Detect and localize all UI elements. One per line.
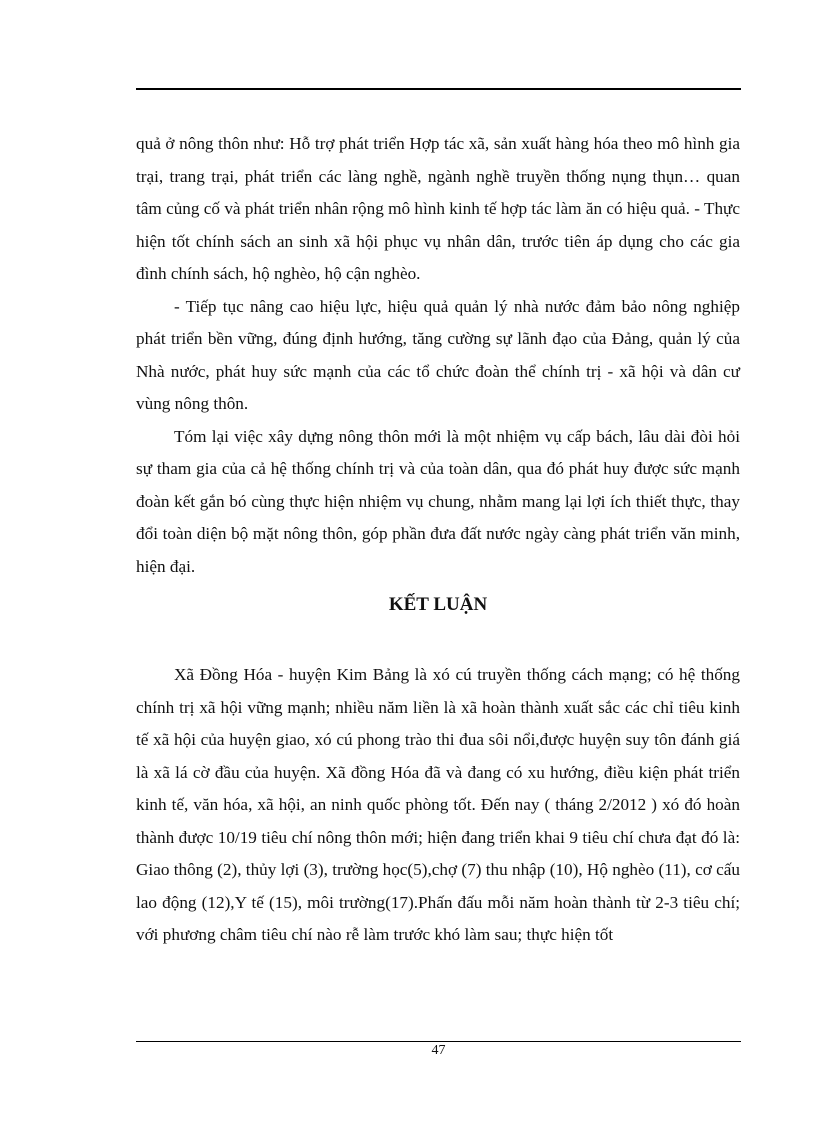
paragraph-conclusion: Xã Đồng Hóa - huyện Kim Bảng là xó cú truyền thống cách mạng; có hệ thống chính trị xã hội vững mạnh; nhiều năm liền là xã hoàn thành xuất sắc các chỉ tiêu kinh tế xã hội của huyện giao, xó cú phong trào thi đua sôi nổi,được huyện suy tôn đánh giá là xã lá cờ đầu của huyện. Xã đồng Hóa đã và đang có xu hướng, điều kiện phát triển kinh tế, văn hóa, xã hội, an ninh quốc phòng tốt. Đến nay ( tháng 2/2012 ) xó đó hoàn thành được 10/19 tiêu chí nông thôn mới; hiện đang triển khai 9 tiêu chí chưa đạt đó là: Giao thông (2), thủy lợi (3), trường học(5),chợ (7) thu nhập (10), Hộ nghèo (11), cơ cấu lao động (12),Y tế (15), môi trường(17).Phấn đấu mỗi năm hoàn thành từ 2-3 tiêu chí; với phương châm tiêu chí nào rễ làm trước khó làm sau; thực hiện tốt [136,665,740,944]
header-rule [136,88,741,90]
paragraph-summary: Tóm lại việc xây dựng nông thôn mới là một nhiệm vụ cấp bách, lâu dài đòi hỏi sự tham gia của cả hệ thống chính trị và của toàn dân, qua đó phát huy được sức mạnh đoàn kết gắn bó cùng thực hiện nhiệm vụ chung, nhằm mang lại lợi ích thiết thực, thay đổi toàn diện bộ mặt nông thôn, góp phần đưa đất nước ngày càng phát triển văn minh, hiện đại. [136,426,740,576]
section-heading: KẾT LUẬN [388,594,488,615]
paragraph-state-management: - Tiếp tục nâng cao hiệu lực, hiệu quả quản lý nhà nước đảm bảo nông nghiệp phát triển bền vững, đúng định hướng, tăng cường sự lãnh đạo của Đảng, quản lý của Nhà nước, phát huy sức mạnh của các tổ chức đoàn thể chính trị - xã hội và dân cư vùng nông thôn. [136,296,740,413]
paragraph-continuation: quả ở nông thôn như: Hỗ trợ phát triển Hợp tác xã, sản xuất hàng hóa theo mô hình gia trại, trang trại, phát triển các làng nghề, ngành nghề truyền thống nụng thụn… quan tâm củng cố và phát triển nhân rộng mô hình kinh tế hợp tác làm ăn có hiệu quả. - Thực hiện tốt chính sách an sinh xã hội phục vụ nhân dân, trước tiên áp dụng cho các gia đình chính sách, hộ nghèo, hộ cận nghèo. [136,134,740,283]
body-text [136,128,740,952]
page-number: 47 [431,1043,446,1058]
